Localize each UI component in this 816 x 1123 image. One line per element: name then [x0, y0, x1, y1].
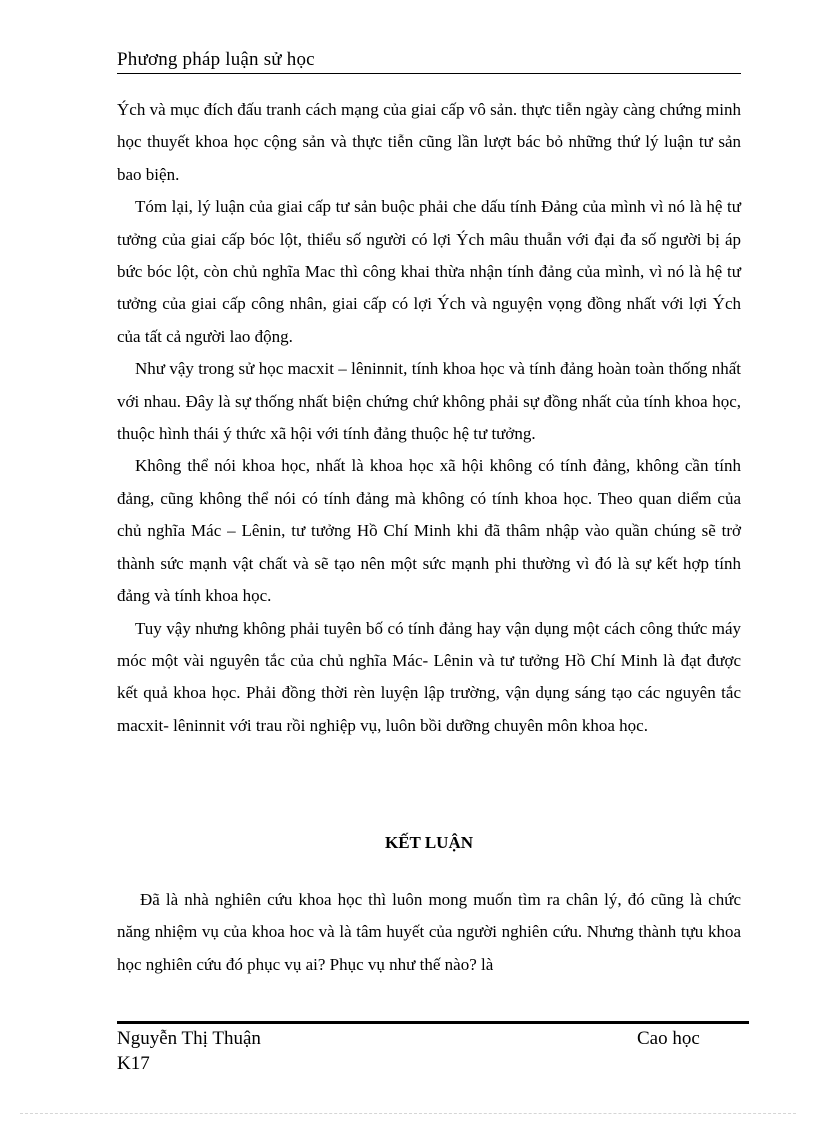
conclusion-heading: KẾT LUẬN: [384, 833, 473, 852]
body-paragraph-3: Như vậy trong sử học macxit – lêninnit, tính khoa học và tính đảng hoàn toàn thống nhất với nhau. Đây là sự thống nhất biện chứng chứ không phải sự đồng nhất của tính khoa học, thuộc hình thái ý thức xã hội với tính đảng thuộc hệ tư tưởng.: [117, 359, 741, 444]
body-paragraph-4: Không thể nói khoa học, nhất là khoa học xã hội không có tính đảng, không cần tính đảng, cũng không thể nói có tính đảng mà không có tính khoa học. Theo quan diểm của chủ nghĩa Mác – Lênin, tư tưởng Hồ Chí Minh khi đã thâm nhập vào quần chúng sẽ trở thành sức mạnh vật chất và sẽ tạo nên một sức mạnh phi thường vì đó là sự kết hợp tính đảng và tính khoa học.: [117, 456, 741, 606]
body-paragraph-1: Ých và mục đích đấu tranh cách mạng của giai cấp vô sản. thực tiễn ngày càng chứng minh học thuyết khoa học cộng sản và thực tiễn cũng lần lượt bác bỏ những thứ lý luận tư sản bao biện.: [117, 100, 741, 184]
footer-divider: [117, 1021, 749, 1024]
footer-program: Cao học: [637, 1028, 700, 1049]
conclusion-text: [117, 884, 741, 981]
body-paragraph-2: Tóm lại, lý luận của giai cấp tư sản buộc phải che dấu tính Đảng của mình vì nó là hệ tư tưởng của giai cấp bóc lột, thiểu số người có lợi Ých mâu thuẫn với đại đa số người bị áp bức bóc lột, còn chủ nghĩa Mac thì công khai thừa nhận tính đảng của mình, vì nó là hệ tư tưởng của giai cấp công nhân, giai cấp có lợi Ých và nguyện vọng đồng nhất với lợi Ých của tất cả người lao động.: [117, 197, 741, 346]
body-paragraph-5: Tuy vậy nhưng không phải tuyên bố có tính đảng hay vận dụng một cách công thức máy móc một vài nguyên tắc của chủ nghĩa Mác- Lênin và tư tưởng Hồ Chí Minh là đạt được kết quả khoa học. Phải đồng thời rèn luyện lập trường, vận dụng sáng tạo các nguyên tắc macxit- lêninnit với trau rồi nghiệp vụ, luôn bồi dưỡng chuyên môn khoa học.: [117, 618, 741, 735]
header-divider: [117, 73, 741, 74]
running-header-title: Phương pháp luận sử học: [117, 49, 315, 70]
footer-cohort: K17: [117, 1053, 150, 1074]
footer-author: Nguyễn Thị Thuận: [117, 1028, 261, 1049]
conclusion-paragraph: Đã là nhà nghiên cứu khoa học thì luôn mong muốn tìm ra chân lý, đó cũng là chức năng nhiệm vụ của khoa hoc và là tâm huyết của người nghiên cứu. Nhưng thành tựu khoa học nghiên cứu đó phục vụ ai? Phục vụ như thế nào? là: [117, 890, 741, 974]
page-bottom-edge: [20, 1113, 796, 1114]
body-text: [117, 94, 741, 742]
